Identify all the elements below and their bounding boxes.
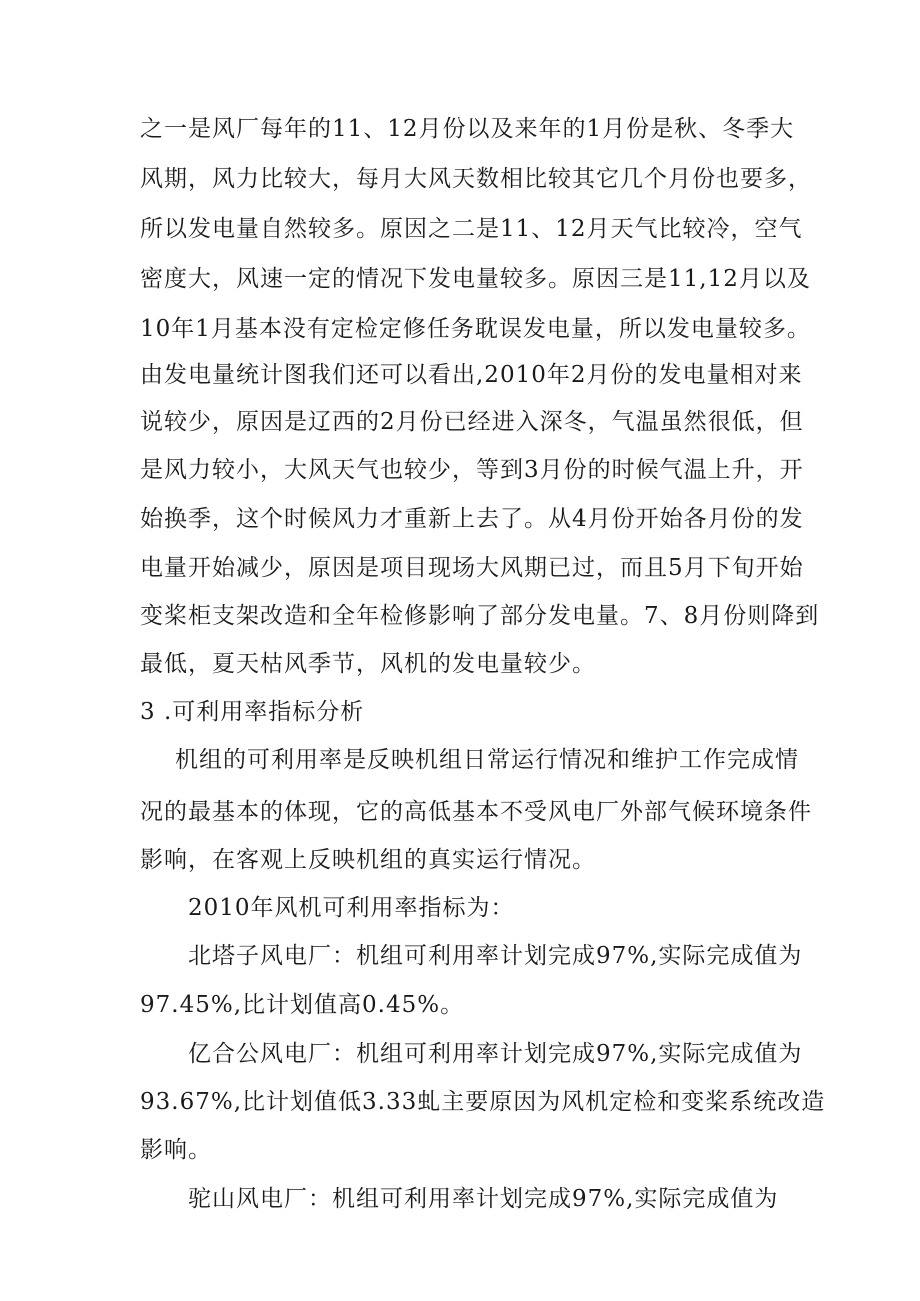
list-item-line: 北塔子风电厂：机组可利用率计划完成97%,实际完成值为 [188, 943, 803, 969]
paragraph-line: 变桨柜支架改造和全年检修影响了部分发电量。7、8月份则降到 [140, 603, 820, 629]
paragraph-line: 最低，夏天枯风季节，风机的发电量较少。 [140, 651, 596, 677]
intro-line: 2010年风机可利用率指标为： [188, 895, 515, 921]
paragraph-line: 机组的可利用率是反映机组日常运行情况和维护工作完成情 [175, 747, 799, 773]
list-item-line: 亿合公风电厂：机组可利用率计划完成97%,实际完成值为 [188, 1041, 803, 1067]
paragraph-line: 始换季，这个时候风力才重新上去了。从4月份开始各月份的发 [140, 506, 804, 532]
section-heading: 3 .可利用率指标分析 [140, 699, 365, 725]
paragraph-line: 风期，风力比较大，每月大风天数相比较其它几个月份也要多， [140, 166, 812, 192]
list-item-line: 97.45%,比计划值高0.45%。 [140, 992, 465, 1018]
list-item-line: 驼山风电厂：机组可利用率计划完成97%,实际完成值为 [188, 1186, 779, 1212]
paragraph-line: 电量开始减少，原因是项目现场大风期已过，而且5月下旬开始 [140, 555, 804, 581]
paragraph-line: 影响，在客观上反映机组的真实运行情况。 [140, 847, 596, 873]
paragraph-line: 所以发电量自然较多。原因之二是11、12月天气比较冷，空气 [140, 216, 803, 242]
paragraph-line: 10年1月基本没有定检定修任务耽误发电量，所以发电量较多。 [140, 316, 811, 342]
list-item-line: 影响。 [140, 1137, 212, 1163]
paragraph-line: 说较少，原因是辽西的2月份已经进入深冬，气温虽然很低，但 [140, 409, 804, 435]
paragraph-line: 况的最基本的体现，它的高低基本不受风电厂外部气候环境条件 [140, 799, 812, 825]
paragraph-line: 之一是风厂每年的11、12月份以及来年的1月份是秋、冬季大 [140, 116, 795, 142]
paragraph-line: 是风力较小，大风天气也较少，等到3月份的时候气温上升，开 [140, 457, 804, 483]
paragraph-line: 由发电量统计图我们还可以看出,2010年2月份的发电量相对来 [140, 362, 803, 388]
paragraph-line: 密度大，风速一定的情况下发电量较多。原因三是11,12月以及 [140, 266, 811, 292]
list-item-line: 93.67%,比计划值低3.33虬主要原因为风机定检和变桨系统改造 [140, 1089, 826, 1115]
